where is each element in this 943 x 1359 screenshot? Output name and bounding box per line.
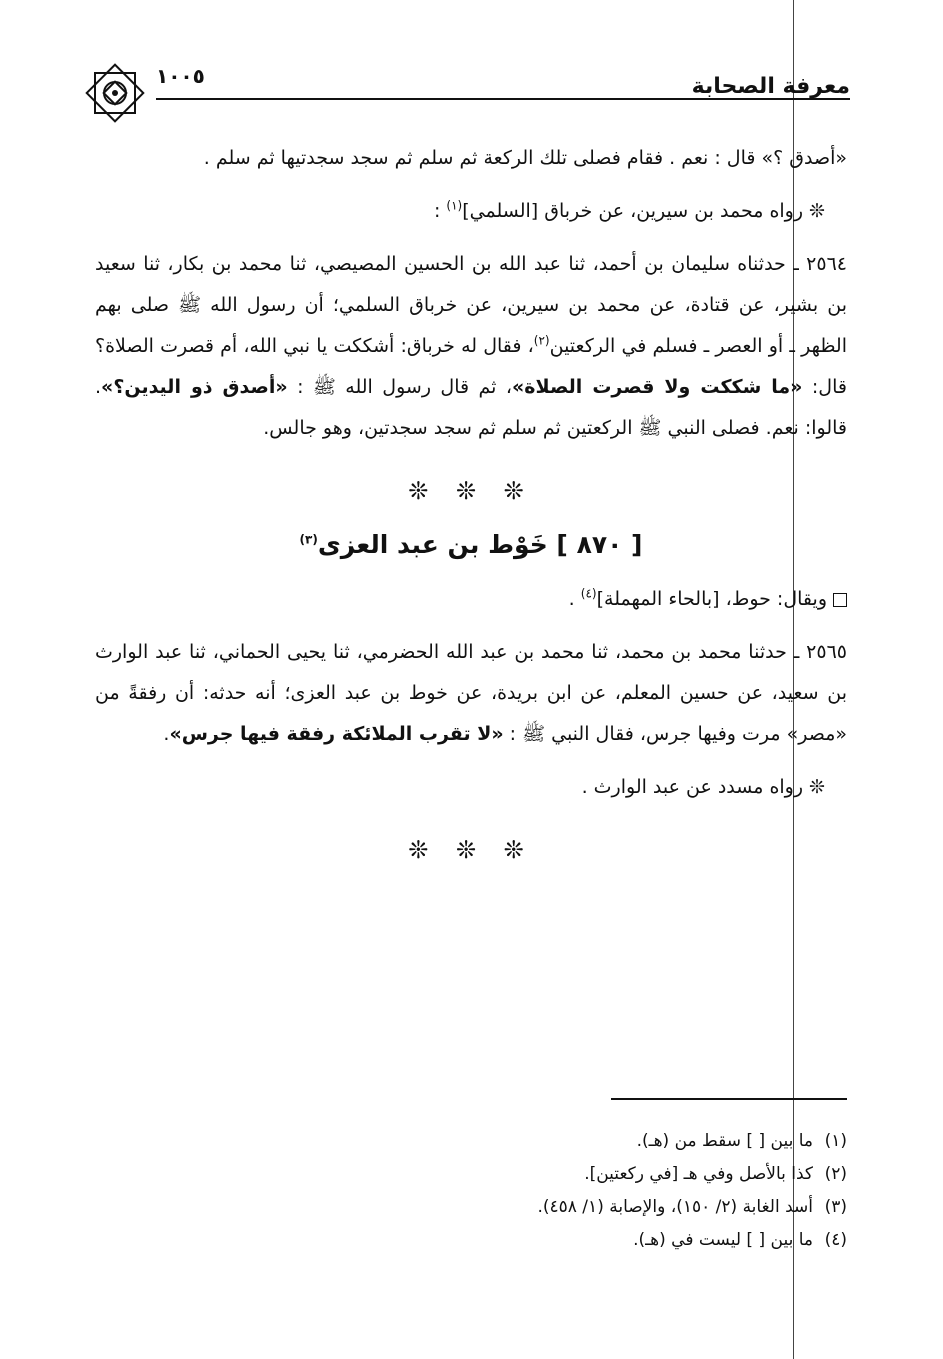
footnote-number: (١)	[824, 1131, 847, 1151]
header-rule	[156, 98, 850, 100]
footnote-number: (٤)	[824, 1230, 847, 1250]
paragraph-2-end: :	[433, 200, 447, 222]
running-title: معرفة الصحابة	[691, 74, 850, 99]
square-marker-icon	[833, 593, 847, 607]
chapter-heading	[95, 524, 847, 565]
hadith-2564-quote-2: «أصدق ذو اليدين؟»	[101, 376, 288, 398]
paragraph-1-text: «أصدق ؟» قال : نعم . فقام فصلى تلك الركعة ثم سلم ثم سجد سجدتيها ثم سلم .	[203, 147, 847, 169]
section-divider-stars-2: ❊ ❊ ❊	[408, 836, 534, 864]
footnote-text: كذا بالأصل وفي هـ [في ركعتين].	[584, 1164, 813, 1184]
hadith-2564-quote-1: «ما شككت ولا قصرت الصلاة»	[512, 376, 803, 398]
alt-name-end: .	[568, 588, 581, 610]
footnotes	[247, 1125, 847, 1257]
chapter-title: [ ٨٧٠ ] خَوْط بن عبد العزى	[317, 530, 643, 559]
paragraph-1	[95, 138, 847, 179]
hadith-2564-text-b: ، فقال له خرباق: أشككت يا نبي الله، أم قصرت الصلاة؟ قال:	[95, 335, 847, 398]
paragraph-alt-name	[95, 579, 847, 620]
main-text	[95, 138, 847, 883]
footnote-text: أسد الغابة (٢/ ١٥٠)، والإصابة (١/ ٤٥٨).	[537, 1197, 813, 1217]
hadith-2565	[95, 632, 847, 755]
footnote-ref-3[interactable]: (٣)	[299, 532, 318, 547]
footnote-item	[247, 1125, 847, 1158]
footnote-item	[247, 1158, 847, 1191]
paragraph-2-text: ❊ رواه محمد بن سيرين، عن خرباق [السلمي]	[462, 200, 825, 222]
hadith-2564-text-a: ٢٥٦٤ ـ حدثناه سليمان بن أحمد، ثنا عبد الله بن الحسين المصيصي، ثنا محمد بن بكار، ثنا سعيد بن بشير، عن قتادة، عن محمد بن سيرين، عن خرباق السلمي؛ أن رسول الله ﷺ صلى بهم الظهر ـ أو العصر ـ فسلم في الركعتين	[95, 253, 847, 357]
hadith-2565-text: ٢٥٦٥ ـ حدثنا محمد بن محمد، ثنا محمد بن عبد الله الحضرمي، ثنا يحيى الحماني، ثنا عبد الوارث بن سعيد، عن حسين المعلم، عن ابن بريدة، عن خوط بن عبد العزى؛ أنه حدثه: أن رفقةً من «مصر» مرت وفيها جرس، فقال النبي ﷺ :	[95, 641, 847, 745]
hadith-2564	[95, 244, 847, 449]
page-number: ١٠٠٥	[156, 64, 205, 88]
footnote-rule	[611, 1098, 847, 1100]
footnote-item	[247, 1191, 847, 1224]
alt-name-text: ويقال: حوط، [بالحاء المهملة]	[596, 588, 827, 610]
footnote-text: ما بين [ ] سقط من (هـ).	[636, 1131, 813, 1151]
paragraph-2	[95, 191, 847, 232]
footnote-number: (٣)	[824, 1197, 847, 1217]
footnote-item	[247, 1224, 847, 1257]
hadith-2565-quote: «لا تقرب الملائكة رفقة فيها جرس»	[169, 723, 504, 745]
octagram-ornament-icon	[80, 58, 150, 128]
paragraph-narration	[95, 767, 847, 808]
footnote-text: ما بين [ ] ليست في (هـ).	[633, 1230, 813, 1250]
footnote-number: (٢)	[824, 1164, 847, 1184]
footnote-ref-4[interactable]: (٤)	[580, 586, 597, 601]
hadith-2565-end: .	[163, 723, 170, 745]
page-header	[80, 58, 850, 98]
footnote-ref-1[interactable]: (١)	[446, 198, 463, 213]
section-divider-stars: ❊ ❊ ❊	[408, 477, 534, 505]
narration-text: ❊ رواه مسدد عن عبد الوارث .	[581, 776, 825, 798]
hadith-2564-text-c: ، ثم قال رسول الله ﷺ :	[287, 376, 513, 398]
footnote-ref-2[interactable]: (٢)	[533, 333, 550, 348]
hadith-2564-text-d: . قالوا: نعم. فصلى النبي ﷺ الركعتين ثم سلم ثم سجد سجدتين، وهو جالس.	[95, 376, 847, 439]
